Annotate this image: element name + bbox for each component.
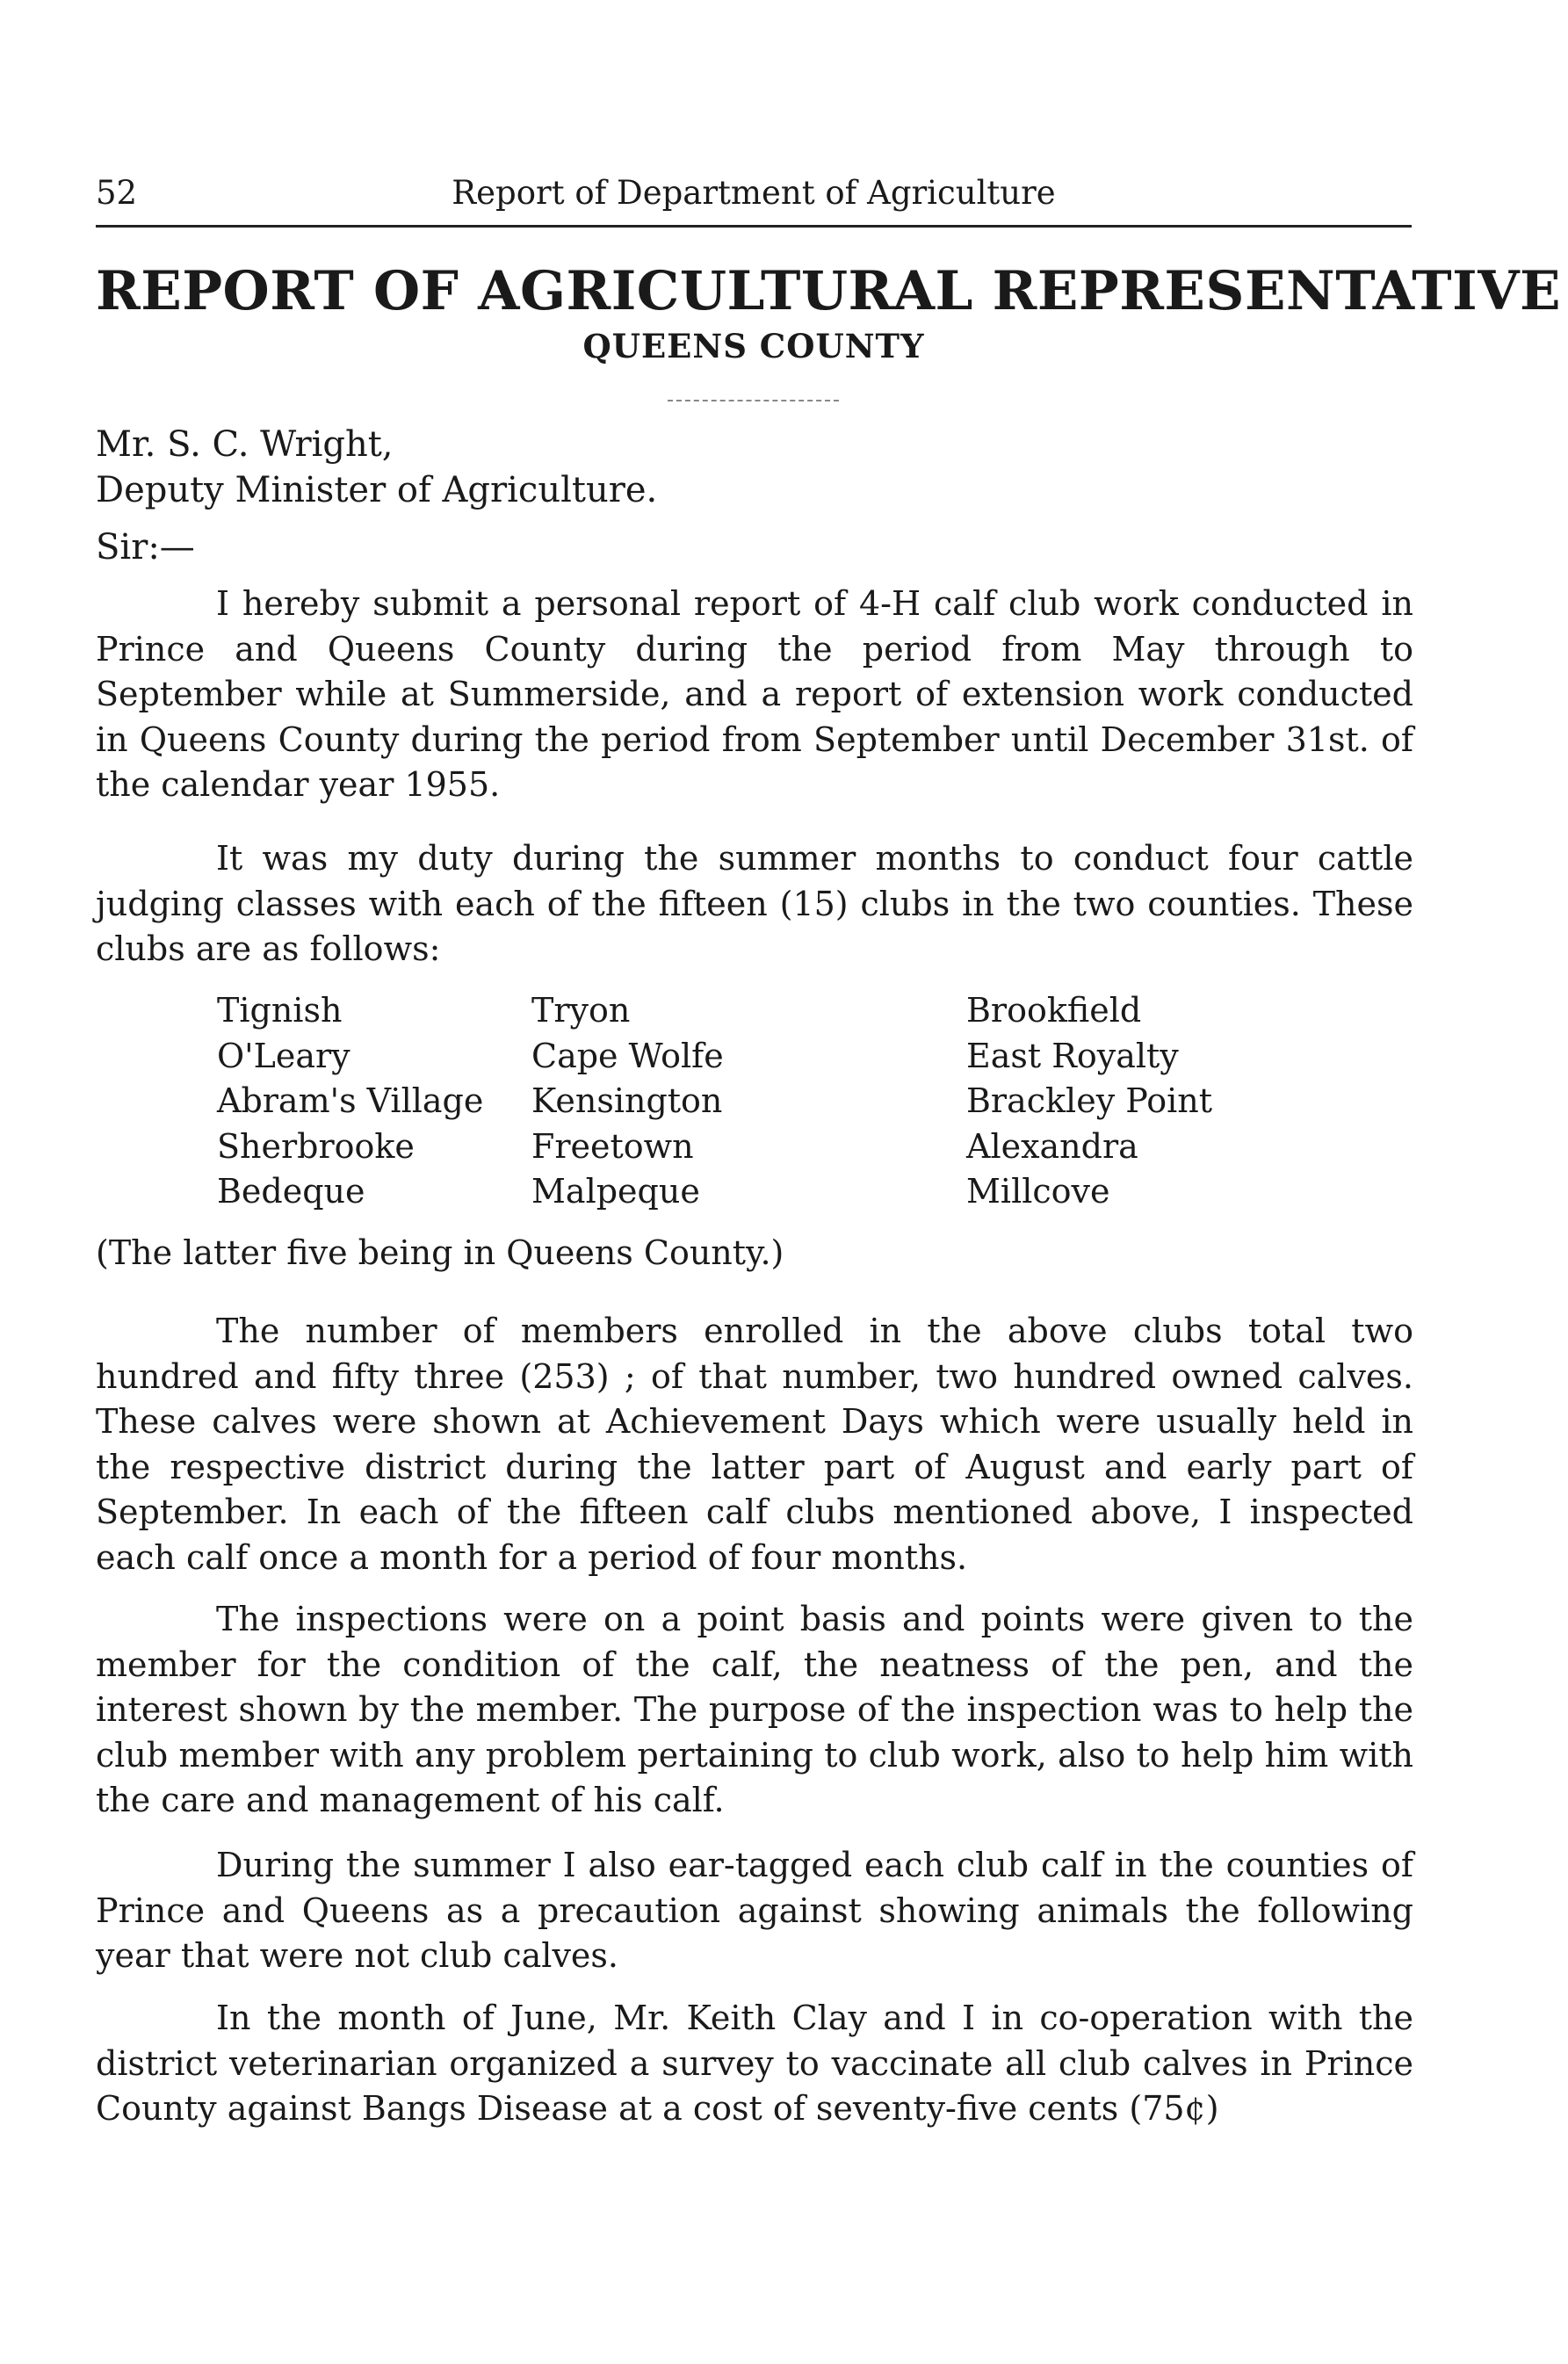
paragraph-vaccination: In the month of June, Mr. Keith Clay and I in co-operation with the district veterinarian organized a survey to vaccinate all club calves in Prince County against Bangs Disease at a cost of seventy-five cents (75¢) (96, 1999, 1413, 2128)
club-name: Tryon (531, 991, 631, 1030)
clubs-column-1 (217, 988, 483, 1215)
clubs-column-3 (966, 988, 1212, 1215)
club-name: Abram's Village (217, 1081, 484, 1120)
paragraph-intro: I hereby submit a personal report of 4-H calf club work conducted in Prince and Queens County during the period from May through to September while at Summerside, and a report of extension work conducted in Queens County during the period from September until December 31st. of the calendar year 1955. (96, 584, 1413, 804)
running-title: Report of Department of Agriculture (452, 174, 1056, 212)
paragraph-members: The number of members enrolled in the above clubs total two hundred and fifty three (253) ; of that number, two hundred owned calves. These calves were shown at Achievement Days which were usually held in the respective district during the latter part of August and early part of September. In each of the fifteen calf clubs mentioned above, I inspected each calf once a month for a period of four months. (96, 1312, 1413, 1577)
club-name: Brookfield (966, 991, 1142, 1030)
paragraph-duty: It was my duty during the summer months to conduct four cattle judging classes with each of the fifteen (15) clubs in the two counties. These clubs are as follows: (96, 839, 1413, 968)
club-name: Bedeque (217, 1172, 365, 1211)
report-title: REPORT OF AGRICULTURAL REPRESENTATIVE (96, 260, 1562, 322)
club-name: Millcove (966, 1172, 1110, 1211)
clubs-column-2 (531, 988, 724, 1215)
club-name: O'Leary (217, 1036, 350, 1075)
running-header (96, 174, 1412, 220)
clubs-note: (The latter five being in Queens County.) (96, 1233, 784, 1272)
club-name: Sherbrooke (217, 1126, 415, 1166)
club-name: Malpeque (531, 1172, 700, 1211)
addressee-block (96, 422, 657, 513)
paragraph-inspections: The inspections were on a point basis and points were given to the member for the condition of the calf, the neatness of the pen, and the interest shown by the member. The purpose of the inspection was to help the club member with any problem pertaining to club work, also to help him with the care and management of his calf. (96, 1600, 1413, 1819)
club-name: Alexandra (966, 1126, 1138, 1166)
addressee-position: Deputy Minister of Agriculture. (96, 470, 658, 510)
club-name: Cape Wolfe (531, 1036, 724, 1075)
header-rule (96, 225, 1412, 228)
salutation: Sir:— (96, 527, 195, 568)
club-name: Kensington (531, 1081, 723, 1120)
addressee-name: Mr. S. C. Wright, (96, 424, 394, 465)
page-number: 52 (96, 174, 138, 212)
report-subtitle: QUEENS COUNTY (582, 327, 925, 365)
club-name: Freetown (531, 1126, 694, 1166)
paragraph-ear-tagging: During the summer I also ear-tagged each club calf in the counties of Prince and Queens as a precaution against showing animals the following year that were not club calves. (96, 1846, 1413, 1975)
title-divider (668, 400, 839, 401)
club-name: Brackley Point (966, 1081, 1213, 1120)
club-name: Tignish (217, 991, 343, 1030)
club-name: East Royalty (966, 1036, 1179, 1075)
